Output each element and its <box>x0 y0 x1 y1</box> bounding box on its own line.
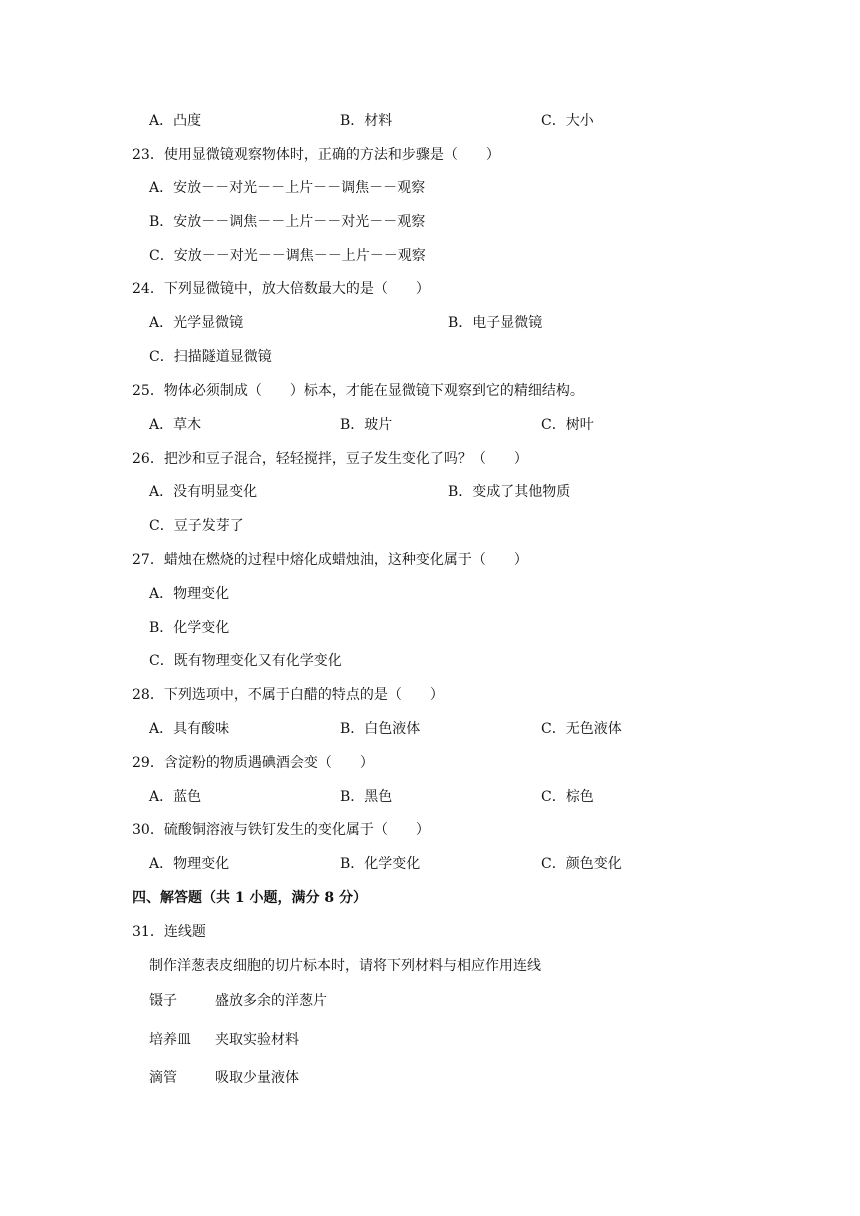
q30-option-b: B．化学变化 <box>340 856 421 872</box>
q25-option-a: A．草木 <box>149 417 202 433</box>
q29-stem: 29．含淀粉的物质遇碘酒会变（ ） <box>132 755 374 771</box>
q23-option-b: B．安放－－调焦－－上片－－对光－－观察 <box>149 214 426 230</box>
q28-stem: 28．下列选项中，不属于白醋的特点的是（ ） <box>132 687 444 703</box>
q26-option-a: A．没有明显变化 <box>149 484 258 500</box>
q22-option-c: C．大小 <box>541 113 594 129</box>
q30-option-c: C．颜色变化 <box>541 856 622 872</box>
q25-option-b: B．玻片 <box>340 417 393 433</box>
q26-stem: 26．把沙和豆子混合，轻轻搅拌，豆子发生变化了吗？（ ） <box>132 451 528 467</box>
match-tool-2: 培养皿 <box>149 1032 191 1048</box>
q31-stem: 31．连线题 <box>132 924 206 940</box>
q28-option-c: C．无色液体 <box>541 721 622 737</box>
q23-option-c: C．安放－－对光－－调焦－－上片－－观察 <box>149 248 426 264</box>
q27-option-b: B．化学变化 <box>149 620 230 636</box>
q28-option-a: A．具有酸味 <box>149 721 230 737</box>
q28-option-b: B．白色液体 <box>340 721 421 737</box>
q29-option-b: B．黑色 <box>340 789 393 805</box>
q22-option-b: B．材料 <box>340 113 393 129</box>
q29-option-a: A．蓝色 <box>149 789 202 805</box>
q27-option-c: C．既有物理变化又有化学变化 <box>149 653 342 669</box>
section-heading: 四、解答题（共 1 小题，满分 8 分） <box>132 890 367 906</box>
q26-option-c: C．豆子发芽了 <box>149 518 244 534</box>
q26-option-b: B．变成了其他物质 <box>448 484 571 500</box>
q29-option-c: C．棕色 <box>541 789 594 805</box>
q31-instruction: 制作洋葱表皮细胞的切片标本时，请将下列材料与相应作用连线 <box>149 958 541 974</box>
q24-stem: 24．下列显微镜中，放大倍数最大的是（ ） <box>132 281 430 297</box>
q27-option-a: A．物理变化 <box>149 586 230 602</box>
q24-option-a: A．光学显微镜 <box>149 315 244 331</box>
match-tool-3: 滴管 <box>149 1070 177 1086</box>
q30-stem: 30．硫酸铜溶液与铁钉发生的变化属于（ ） <box>132 822 430 838</box>
q27-stem: 27．蜡烛在燃烧的过程中熔化成蜡烛油，这种变化属于（ ） <box>132 552 528 568</box>
match-use-3: 吸取少量液体 <box>215 1070 299 1086</box>
q23-stem: 23．使用显微镜观察物体时，正确的方法和步骤是（ ） <box>132 147 500 163</box>
q25-stem: 25．物体必须制成（ ）标本，才能在显微镜下观察到它的精细结构。 <box>132 383 584 399</box>
q30-option-a: A．物理变化 <box>149 856 230 872</box>
q22-option-a: A．凸度 <box>149 113 202 129</box>
q23-option-a: A．安放－－对光－－上片－－调焦－－观察 <box>149 180 426 196</box>
q25-option-c: C．树叶 <box>541 417 594 433</box>
q24-option-b: B．电子显微镜 <box>448 315 543 331</box>
match-use-1: 盛放多余的洋葱片 <box>215 993 327 1009</box>
q24-option-c: C．扫描隧道显微镜 <box>149 349 272 365</box>
match-tool-1: 镊子 <box>149 993 177 1009</box>
match-use-2: 夹取实验材料 <box>215 1032 299 1048</box>
